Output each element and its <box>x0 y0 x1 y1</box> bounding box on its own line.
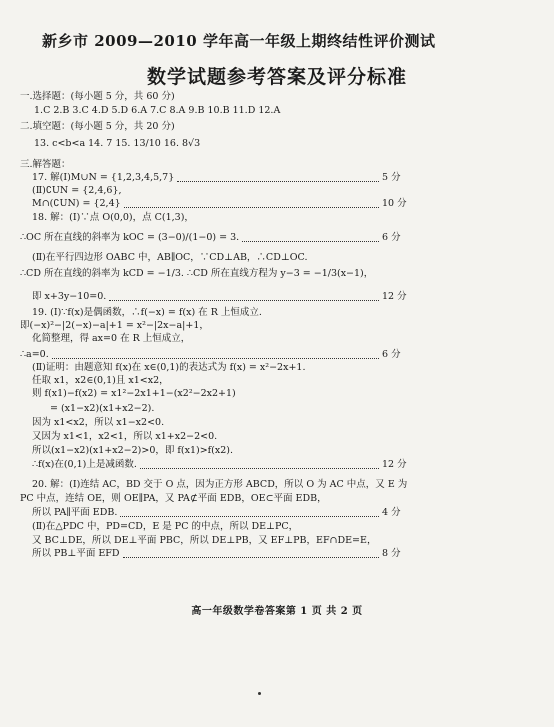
score-label: 4 分 <box>382 507 401 518</box>
solution-text: (Ⅱ)在△PDC 中，PD=CD，E 是 PC 的中点，所以 DE⊥PC， <box>32 521 299 532</box>
section-fill-heading: 二.填空题：(每小题 5 分，共 20 分) <box>20 121 175 132</box>
solution-text: ∴CD 所在直线的斜率为 kCD = −1/3. ∴CD 所在直线方程为 y−3 = −1/3(x−1)， <box>20 268 374 279</box>
solution-text: 20. 解：(Ⅰ)连结 AC，BD 交于 O 点，因为正方形 ABCD，所以 O 为 AC 中点，又 E 为 <box>32 479 408 490</box>
dot-leader <box>140 462 379 469</box>
solution-line <box>32 307 262 319</box>
solution-text: M∩(∁UN) = {2,4} <box>32 198 121 209</box>
solution-line <box>32 507 401 519</box>
solution-line <box>32 388 236 400</box>
document-title: 数学试题参考答案及评分标准 <box>146 66 407 88</box>
dot-leader <box>124 201 379 208</box>
dot-leader <box>177 175 379 182</box>
section-solution-heading: 三.解答题： <box>20 159 71 170</box>
score-label: 5 分 <box>382 172 401 183</box>
solution-text: ∴OC 所在直线的斜率为 kOC = (3−0)/(1−0) = 3. <box>20 232 240 243</box>
section-choice-heading: 一.选择题：(每小题 5 分，共 60 分) <box>20 91 175 102</box>
solution-text: 所以 PA∥平面 EDB. <box>32 507 118 518</box>
solution-line <box>20 493 327 505</box>
solution-line <box>32 459 407 471</box>
dot-leader <box>52 352 379 359</box>
solution-line <box>50 403 154 415</box>
fill-answers: 13. c<b<a 14. 7 15. 13/10 16. 8√3 <box>34 138 201 149</box>
score-label: 10 分 <box>382 198 407 209</box>
dot-leader <box>109 294 379 301</box>
solution-line <box>32 252 308 264</box>
solution-text: 即(−x)²−|2(−x)−a|+1 = x²−|2x−a|+1， <box>20 320 209 331</box>
solution-line <box>32 333 190 345</box>
solution-line <box>20 320 209 332</box>
dot-leader <box>242 235 379 242</box>
solution-line <box>32 362 305 374</box>
solution-line <box>20 268 373 280</box>
solution-text: 化简整理，得 ax=0 在 R 上恒成立， <box>32 333 191 344</box>
solution-text: 17. 解(Ⅰ)M∪N = {1,2,3,4,5,7} <box>32 172 175 183</box>
dot-leader <box>120 510 379 517</box>
solution-line <box>20 349 401 361</box>
score-label: 12 分 <box>382 291 407 302</box>
solution-text: 又 BC⊥DE，所以 DE⊥平面 PBC，所以 DE⊥PB，又 EF⊥PB，EF∩DE=E， <box>32 535 377 546</box>
score-label: 6 分 <box>382 349 401 360</box>
solution-text: (Ⅱ)证明：由题意知 f(x)在 x∈(0,1)的表达式为 f(x) = x²−2x+1. <box>32 362 306 373</box>
solution-text: 即 x+3y−10=0. <box>32 291 107 302</box>
solution-text: 所以 PB⊥平面 EFD <box>32 548 120 559</box>
solution-line <box>32 445 233 457</box>
page-footer: 高一年级数学卷答案第 1 页 共 2 页 <box>191 606 363 617</box>
solution-line <box>32 417 164 429</box>
choice-answers: 1.C 2.B 3.C 4.D 5.D 6.A 7.C 8.A 9.B 10.B 11.D 12.A <box>34 105 281 116</box>
solution-text: 又因为 x1<1，x2<1，所以 x1+x2−2<0. <box>32 431 218 442</box>
solution-line <box>32 548 401 560</box>
dot-leader <box>123 551 380 558</box>
solution-text: 所以(x1−x2)(x1+x2−2)>0，即 f(x1)>f(x2). <box>32 445 234 456</box>
exam-title: 新乡市 2009—2010 学年高一年级上期终结性评价测试 <box>42 32 436 50</box>
solution-line <box>32 198 407 210</box>
solution-text: = (x1−x2)(x1+x2−2). <box>50 403 155 414</box>
solution-text: PC 中点，连结 OE，则 OE∥PA，又 PA⊄平面 EDB，OE⊂平面 EDB， <box>20 493 327 504</box>
solution-text: 18. 解：(Ⅰ)∵点 O(0,0)，点 C(1,3)， <box>32 212 194 223</box>
solution-line <box>32 431 217 443</box>
solution-line <box>32 172 401 184</box>
solution-text: 任取 x1，x2∈(0,1)且 x1<x2， <box>32 375 169 386</box>
solution-line <box>32 521 298 533</box>
solution-text: ∴a=0. <box>20 349 49 360</box>
solution-text: 则 f(x1)−f(x2) = x1²−2x1+1−(x2²−2x2+1) <box>32 388 236 399</box>
score-label: 8 分 <box>382 548 401 559</box>
score-label: 12 分 <box>382 459 407 470</box>
solution-text: ∴f(x)在(0,1)上是减函数. <box>32 459 137 470</box>
solution-text: 因为 x1<x2，所以 x1−x2<0. <box>32 417 165 428</box>
solution-line <box>32 535 376 547</box>
solution-text: (Ⅱ)∁UN = {2,4,6}, <box>32 185 122 196</box>
solution-text: (Ⅱ)在平行四边形 OABC 中，AB∥OC，∵CD⊥AB，∴CD⊥OC. <box>32 252 308 263</box>
score-label: 6 分 <box>382 232 401 243</box>
solution-line <box>20 232 401 244</box>
solution-line <box>32 185 122 197</box>
solution-line <box>32 375 169 387</box>
solution-line <box>32 479 407 491</box>
scan-speck <box>258 692 261 695</box>
solution-line <box>32 291 407 303</box>
solution-line <box>32 212 194 224</box>
solution-text: 19. (Ⅰ)∵f(x)是偶函数，∴f(−x) = f(x) 在 R 上恒成立. <box>32 307 262 318</box>
